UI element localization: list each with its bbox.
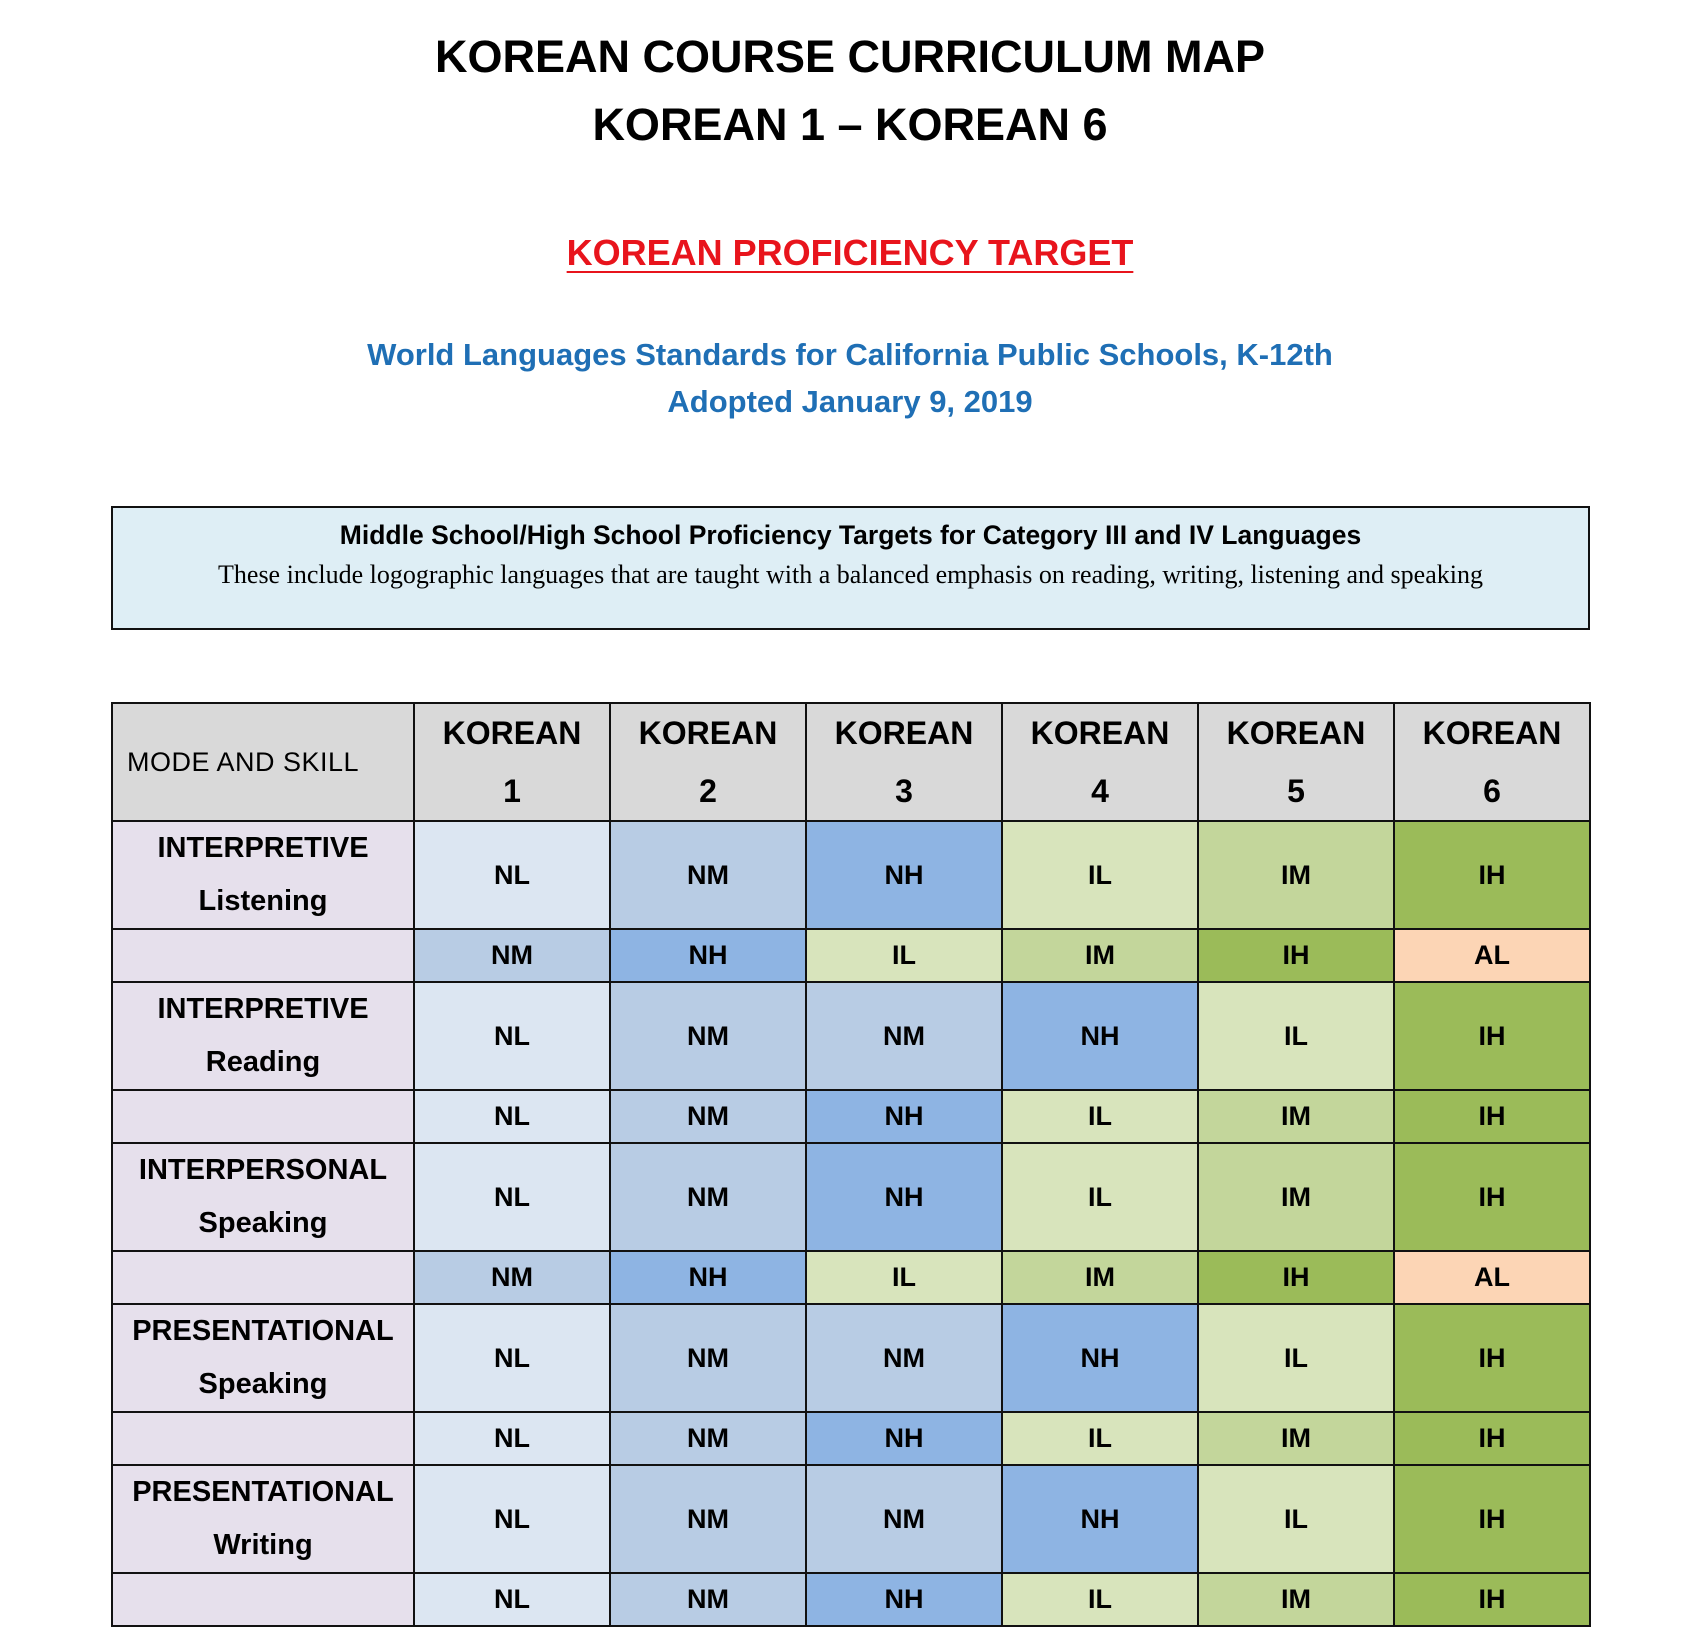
skill-label: Speaking xyxy=(198,1368,328,1400)
proficiency-cell: IH xyxy=(1198,929,1394,982)
table-row xyxy=(112,1090,1590,1143)
proficiency-cell: IH xyxy=(1394,1412,1590,1465)
row-label xyxy=(112,1412,414,1465)
table-row xyxy=(112,1573,1590,1626)
proficiency-cell: IL xyxy=(1002,1412,1198,1465)
page-subtitle: KOREAN 1 – KOREAN 6 xyxy=(592,99,1108,150)
table-row xyxy=(112,982,1590,1090)
proficiency-cell: NH xyxy=(1002,982,1198,1090)
proficiency-cell: IM xyxy=(1198,1090,1394,1143)
proficiency-table xyxy=(111,702,1591,1627)
skill-label: Writing xyxy=(213,1529,313,1561)
proficiency-cell: AL xyxy=(1394,929,1590,982)
column-header-korean-5 xyxy=(1198,703,1394,821)
table-row xyxy=(112,929,1590,982)
page-title: KOREAN COURSE CURRICULUM MAP xyxy=(435,31,1265,82)
table-header-row xyxy=(112,703,1590,821)
proficiency-cell: NM xyxy=(806,1304,1002,1412)
table-row xyxy=(112,821,1590,929)
row-label xyxy=(112,1251,414,1304)
table-row xyxy=(112,1412,1590,1465)
proficiency-cell: NL xyxy=(414,1143,610,1251)
skill-label: Speaking xyxy=(198,1207,328,1239)
proficiency-cell: IL xyxy=(1002,1143,1198,1251)
proficiency-cell: IH xyxy=(1394,982,1590,1090)
proficiency-cell: IL xyxy=(806,929,1002,982)
proficiency-cell: NH xyxy=(1002,1465,1198,1573)
proficiency-cell: IL xyxy=(1002,1090,1198,1143)
column-header-line1: KOREAN xyxy=(1226,715,1366,751)
table-row xyxy=(112,1304,1590,1412)
info-box-title: Middle School/High School Proficiency Targets for Category III and IV Languages xyxy=(339,520,1362,550)
proficiency-cell: NL xyxy=(414,821,610,929)
row-label xyxy=(112,821,414,929)
column-header-line1: KOREAN xyxy=(834,715,974,751)
proficiency-cell: IM xyxy=(1198,821,1394,929)
proficiency-cell: NM xyxy=(610,1304,806,1412)
proficiency-cell: IL xyxy=(1002,821,1198,929)
proficiency-cell: IM xyxy=(1002,929,1198,982)
proficiency-cell: NL xyxy=(414,982,610,1090)
info-box xyxy=(111,506,1590,630)
proficiency-cell: IM xyxy=(1198,1573,1394,1626)
proficiency-cell: NM xyxy=(610,982,806,1090)
row-label xyxy=(112,982,414,1090)
proficiency-cell: NM xyxy=(610,1465,806,1573)
proficiency-cell: IH xyxy=(1394,1143,1590,1251)
column-header-line2: 3 xyxy=(895,773,913,809)
column-header-line2: 5 xyxy=(1287,773,1305,809)
proficiency-cell: NM xyxy=(610,1573,806,1626)
mode-label: INTERPERSONAL xyxy=(138,1154,388,1186)
proficiency-cell: NL xyxy=(414,1412,610,1465)
column-header-line2: 6 xyxy=(1483,773,1501,809)
column-header-line2: 4 xyxy=(1091,773,1109,809)
column-header-korean-2 xyxy=(610,703,806,821)
row-label xyxy=(112,1465,414,1573)
proficiency-cell: IM xyxy=(1198,1143,1394,1251)
proficiency-cell: NL xyxy=(414,1304,610,1412)
column-header-korean-1 xyxy=(414,703,610,821)
proficiency-cell: NM xyxy=(806,982,1002,1090)
standards-date: Adopted January 9, 2019 xyxy=(667,384,1033,419)
table-row xyxy=(112,1143,1590,1251)
proficiency-cell: NH xyxy=(806,1412,1002,1465)
column-header-korean-3 xyxy=(806,703,1002,821)
proficiency-cell: IL xyxy=(1198,1465,1394,1573)
proficiency-cell: IH xyxy=(1394,1090,1590,1143)
mode-label: INTERPRETIVE xyxy=(157,832,369,864)
proficiency-heading-text: KOREAN PROFICIENCY TARGET xyxy=(566,232,1134,273)
mode-label: PRESENTATIONAL xyxy=(132,1315,394,1347)
standards-title: World Languages Standards for California Public Schools, K-12th xyxy=(367,337,1333,372)
proficiency-cell: NM xyxy=(610,1412,806,1465)
proficiency-cell: IM xyxy=(1198,1412,1394,1465)
column-header-line1: KOREAN xyxy=(638,715,778,751)
row-label xyxy=(112,1304,414,1412)
mode-label: INTERPRETIVE xyxy=(157,993,369,1025)
proficiency-cell: NH xyxy=(806,1090,1002,1143)
proficiency-cell: IH xyxy=(1394,821,1590,929)
proficiency-cell: NM xyxy=(414,1251,610,1304)
proficiency-cell: NM xyxy=(414,929,610,982)
proficiency-cell: IH xyxy=(1198,1251,1394,1304)
mode-label: PRESENTATIONAL xyxy=(132,1476,394,1508)
proficiency-cell: IM xyxy=(1002,1251,1198,1304)
row-label xyxy=(112,1090,414,1143)
mode-skill-header: MODE AND SKILL xyxy=(112,703,414,821)
row-label xyxy=(112,1573,414,1626)
column-header-korean-4 xyxy=(1002,703,1198,821)
proficiency-cell: NH xyxy=(806,821,1002,929)
proficiency-cell: NH xyxy=(806,1143,1002,1251)
proficiency-cell: IL xyxy=(1198,982,1394,1090)
proficiency-cell: NL xyxy=(414,1090,610,1143)
proficiency-cell: NM xyxy=(610,1143,806,1251)
proficiency-cell: AL xyxy=(1394,1251,1590,1304)
table-row xyxy=(112,1251,1590,1304)
proficiency-cell: NH xyxy=(610,1251,806,1304)
proficiency-cell: NH xyxy=(806,1573,1002,1626)
proficiency-cell: IL xyxy=(1198,1304,1394,1412)
proficiency-cell: IL xyxy=(1002,1573,1198,1626)
proficiency-cell: NH xyxy=(1002,1304,1198,1412)
skill-label: Listening xyxy=(198,885,328,917)
proficiency-cell: IH xyxy=(1394,1465,1590,1573)
proficiency-cell: NM xyxy=(610,1090,806,1143)
column-header-line1: KOREAN xyxy=(1422,715,1562,751)
proficiency-cell: IH xyxy=(1394,1304,1590,1412)
proficiency-cell: IH xyxy=(1394,1573,1590,1626)
proficiency-heading xyxy=(0,232,1700,274)
table-row xyxy=(112,1465,1590,1573)
proficiency-cell: NH xyxy=(610,929,806,982)
row-label xyxy=(112,929,414,982)
column-header-line2: 1 xyxy=(503,773,521,809)
proficiency-cell: NL xyxy=(414,1573,610,1626)
column-header-line1: KOREAN xyxy=(442,715,582,751)
proficiency-cell: IL xyxy=(806,1251,1002,1304)
proficiency-cell: NM xyxy=(806,1465,1002,1573)
column-header-line1: KOREAN xyxy=(1030,715,1170,751)
proficiency-cell: NL xyxy=(414,1465,610,1573)
row-label xyxy=(112,1143,414,1251)
info-box-text: These include logographic languages that are taught with a balanced emphasis on reading, writing, listening and speaking xyxy=(218,560,1483,589)
column-header-korean-6 xyxy=(1394,703,1590,821)
column-header-line2: 2 xyxy=(699,773,717,809)
skill-label: Reading xyxy=(205,1046,321,1078)
proficiency-cell: NM xyxy=(610,821,806,929)
